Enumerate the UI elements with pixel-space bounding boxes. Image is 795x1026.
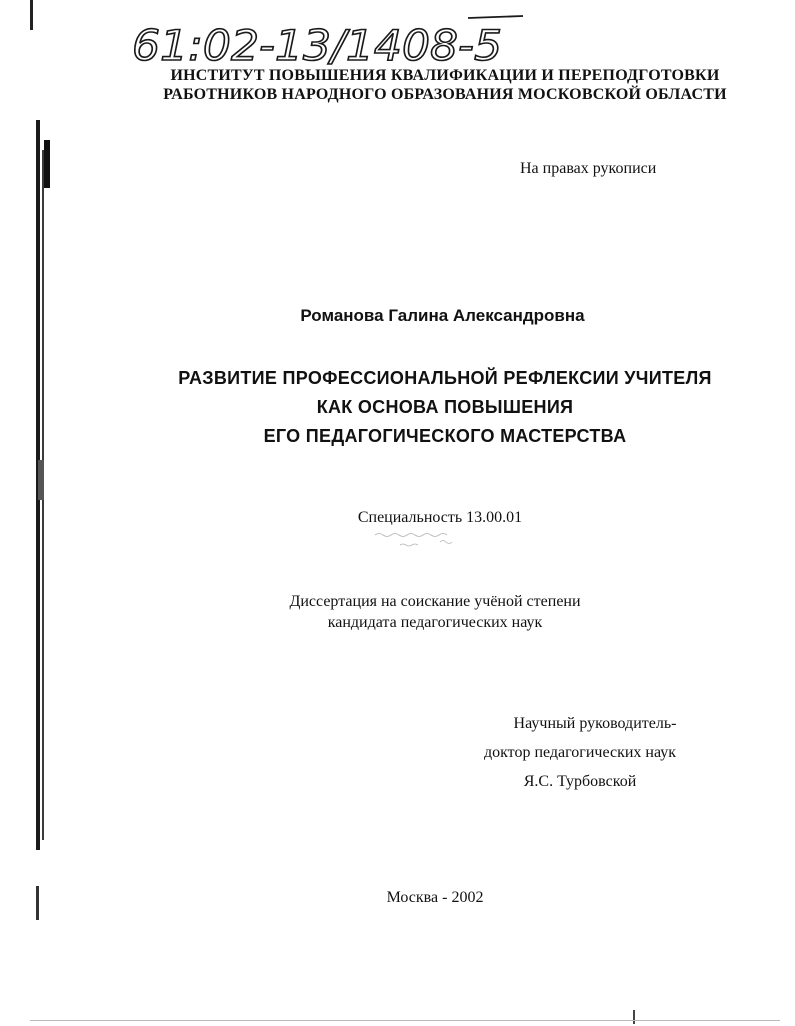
archive-number-stroke xyxy=(468,16,523,18)
scan-mark xyxy=(633,1010,635,1024)
scientific-supervisor xyxy=(430,709,730,796)
author-name: Романова Галина Александровна xyxy=(300,306,585,325)
dissertation-title xyxy=(150,364,740,451)
degree-line-1: Диссертация на соискание учёной степени xyxy=(289,593,581,610)
title-line-3: ЕГО ПЕДАГОГИЧЕСКОГО МАСТЕРСТВА xyxy=(263,426,627,446)
scan-mark xyxy=(36,886,39,920)
archive-number-ink xyxy=(128,12,548,74)
city-year: Москва - 2002 xyxy=(386,889,484,906)
scan-bottom-edge xyxy=(30,1020,780,1021)
institute-line-2: РАБОТНИКОВ НАРОДНОГО ОБРАЗОВАНИЯ МОСКОВСКОЙ ОБЛАСТИ xyxy=(163,86,727,103)
faint-stamp-marks xyxy=(370,527,480,553)
degree-statement xyxy=(200,591,670,633)
scan-mark xyxy=(38,460,44,500)
handwritten-archive-number xyxy=(128,12,548,74)
supervisor-name: Я.С. Турбовской xyxy=(523,773,637,790)
scan-mark xyxy=(30,0,33,30)
title-line-1: РАЗВИТИЕ ПРОФЕССИОНАЛЬНОЙ РЕФЛЕКСИИ УЧИТЕЛЯ xyxy=(178,368,712,388)
institute-line-1: ИНСТИТУТ ПОВЫШЕНИЯ КВАЛИФИКАЦИИ И ПЕРЕПОДГОТОВКИ xyxy=(170,67,720,84)
degree-line-2: кандидата педагогических наук xyxy=(327,614,543,631)
supervisor-degree: доктор педагогических наук xyxy=(483,744,677,761)
supervisor-role: Научный руководитель- xyxy=(513,715,677,732)
archive-number-text: 61:02-13/1408-5 xyxy=(132,21,502,70)
title-line-2: КАК ОСНОВА ПОВЫШЕНИЯ xyxy=(316,397,574,417)
institute-heading xyxy=(140,66,750,104)
manuscript-rights-note: На правах рукописи xyxy=(520,160,657,177)
scan-mark xyxy=(44,140,50,188)
specialty-code: Специальность 13.00.01 xyxy=(357,509,523,526)
